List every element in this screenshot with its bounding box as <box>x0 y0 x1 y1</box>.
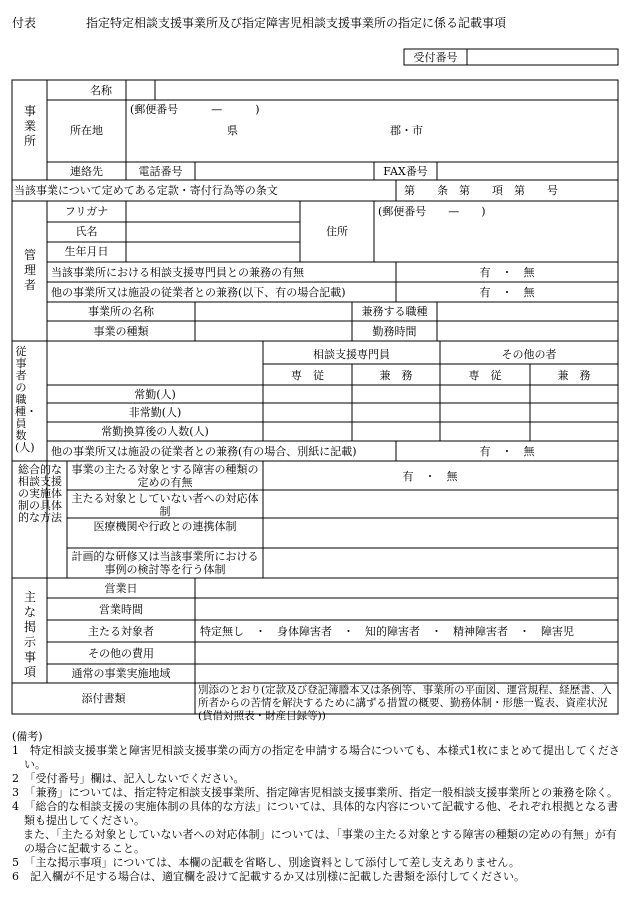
office-phone-label: 電話番号 <box>138 165 183 178</box>
manager-concurrent-other-label: 他の事業所又は施設の従業者との兼務(以下、有の場合記載) <box>51 286 346 299</box>
manager-dob-label: 生年月日 <box>64 245 109 258</box>
remarks <box>12 730 624 884</box>
manager-concurrent-other-choice[interactable]: 有 ・ 無 <box>479 286 535 299</box>
attachments-text: 別添のとおり(定款及び登記簿謄本又は条例等、事業所の平面図、運営規程、経歴書、入所者からの苦情を解決するために講ずる措置の概要、勤務体制・形態一覧表、資産状況(貸借対照表・財産目録等)) <box>198 684 612 722</box>
business-hours-label: 営業時間 <box>99 603 143 616</box>
staff-other-fulltime-header: 専 従 <box>468 369 502 382</box>
other-fees-label: その他の費用 <box>88 647 154 660</box>
articles-label: 当該事業について定めてある定款・寄付行為等の条文 <box>14 184 278 197</box>
office-city-label: 郡・市 <box>390 124 423 137</box>
office-phone-field[interactable] <box>196 163 373 179</box>
target-disability-choice[interactable]: 有 ・ 無 <box>402 470 458 483</box>
implementation-section-label: 総合的な相談支援の実施体制の具体的な方法 <box>18 463 62 524</box>
articles-value[interactable]: 第 条 第 項 第 号 <box>404 184 558 197</box>
remark-item: 3 「兼務」については、指定特定相談支援事業所、指定障害児相談支援事業所、指定一般相談支援事業所との兼務を除く。 <box>12 786 619 799</box>
staff-other-header: その他の者 <box>501 348 557 361</box>
business-days-label: 営業日 <box>104 582 138 595</box>
form-title: 指定特定相談支援事業所及び指定障害児相談支援事業所の指定に係る記載事項 <box>86 16 507 30</box>
staff-specialist-fulltime-header: 専 従 <box>291 369 324 382</box>
manager-job-title-label: 兼務する職種 <box>361 305 428 318</box>
office-location-label: 所在地 <box>70 124 103 137</box>
remark-item: 5 「主な掲示事項」については、本欄の記載を省略し、別途資料として添付して差し支えありません。 <box>12 856 520 869</box>
manager-furigana-label: フリガナ <box>64 205 109 218</box>
remark-item: 6 記入欄が不足する場合は、適宜欄を設けて記載するか又は別様に記載した書類を添付してください。 <box>12 870 525 883</box>
office-section-label: 事業所 <box>23 104 36 148</box>
liaison-label: 医療機関や行政との連携体制 <box>93 520 237 533</box>
office-name-label: 名称 <box>90 84 112 97</box>
manager-section-label: 管理者 <box>23 248 36 292</box>
staff-other-concurrent-header: 兼 務 <box>557 369 591 382</box>
service-area-label: 通常の事業実施地域 <box>71 667 171 680</box>
main-target-label: 主たる対象者 <box>88 625 154 638</box>
reception-number-field[interactable] <box>468 50 617 64</box>
staff-section-label: 従事者の職種・員数(人) <box>15 345 37 454</box>
reception-number-label: 受付番号 <box>413 51 458 64</box>
staff-regular-label: 常勤(人) <box>134 388 176 401</box>
staff-specialist-concurrent-header: 兼 務 <box>379 369 413 382</box>
target-disability-label <box>67 463 263 489</box>
staff-other-concurrent-choice[interactable]: 有 ・ 無 <box>479 445 535 458</box>
main-target-options[interactable]: 特定無し ・ 身体障害者 ・ 知的障害者 ・ 精神障害者 ・ 障害児 <box>200 625 574 638</box>
remark-item: 1 特定相談支援事業と障害児相談支援事業の両方の指定を申請する場合についても、本様式1枚にまとめて提出してください。 <box>12 744 620 771</box>
annex-label: 付表 <box>12 16 37 30</box>
office-contact-label: 連絡先 <box>70 165 103 178</box>
training-label: 計画的な研修又は当該事業所における事例の検討等を行う体制 <box>71 550 259 576</box>
manager-address-label: 住所 <box>326 225 348 238</box>
remark-item: 4 「総合的な相談支援の実施体制の具体的な方法」については、具体的な内容について記載する他、それぞれ根拠となる書類も提出してください。 <box>12 800 619 827</box>
notices-section-label: 主な掲示事項 <box>23 590 36 679</box>
manager-name-label: 氏名 <box>75 225 98 238</box>
target-disability-text: 事業の主たる対象とする障害の種類の定めの有無 <box>71 463 259 489</box>
staff-specialist-header: 相談支援専門員 <box>313 348 390 361</box>
attachments-label: 添付書類 <box>81 692 126 705</box>
remarks-heading: (備考) <box>12 730 43 743</box>
manager-concurrent-specialist-choice[interactable]: 有 ・ 無 <box>479 266 535 279</box>
staff-parttime-label: 非常勤(人) <box>128 406 182 419</box>
manager-concurrent-specialist-label: 当該事業所における相談支援専門員との兼務の有無 <box>51 266 304 279</box>
office-prefecture-label: 県 <box>227 124 238 137</box>
manager-business-type-label: 事業の種類 <box>93 325 149 338</box>
office-fax-field[interactable] <box>438 163 617 179</box>
remark-item: 2 「受付番号」欄は、記入しないでください。 <box>12 772 245 785</box>
manager-hours-label: 勤務時間 <box>372 325 417 338</box>
office-postal-code[interactable]: (郵便番号 — ) <box>130 103 260 116</box>
non-target-support-label: 主たる対象としていない者への対応体制 <box>71 492 259 518</box>
office-fax-label: FAX番号 <box>383 165 428 178</box>
manager-facility-name-label: 事業所の名称 <box>88 305 154 318</box>
staff-other-concurrent-label: 他の事業所又は施設の従業者との兼務(有の場合、別紙に記載) <box>51 445 357 458</box>
office-name-field[interactable] <box>156 81 616 99</box>
manager-postal-code[interactable]: (郵便番号 — ) <box>378 205 486 218</box>
staff-fte-label: 常勤換算後の人数(人) <box>101 425 209 438</box>
remark-item: また、「主たる対象としていない者への対応体制」については、「事業の主たる対象とする障害の種類の定めの有無」が有の場合に記載すること。 <box>12 828 617 855</box>
